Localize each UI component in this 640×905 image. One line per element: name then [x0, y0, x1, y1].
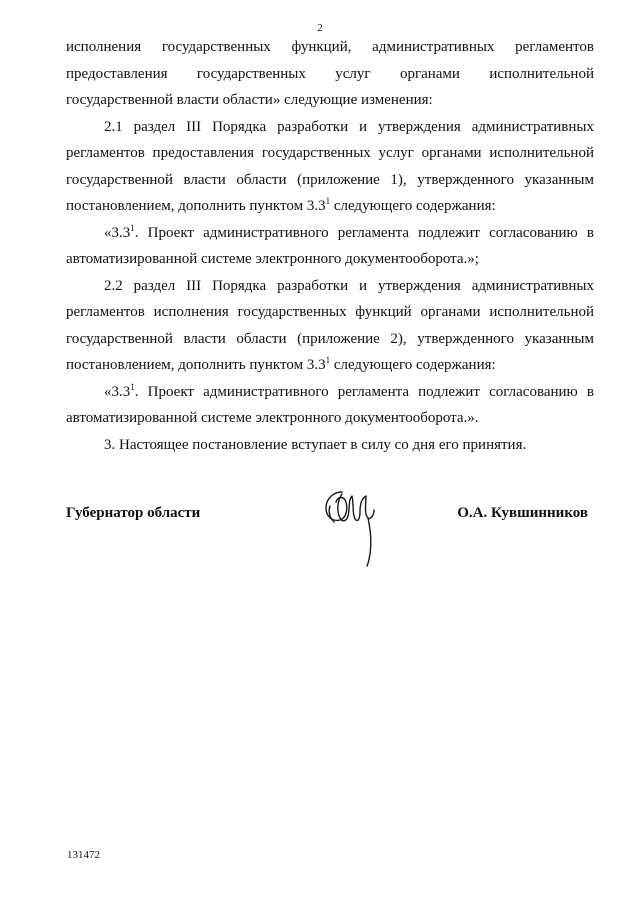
intro-paragraph: исполнения государственных функций, административных регламентов предоставления государственных услуг органами исполнительной государственной власти области» следующие изменения: [66, 39, 594, 108]
paragraph-2-2-superscript: 1 [325, 355, 331, 365]
document-body [66, 34, 594, 458]
paragraph-2-1 [66, 114, 594, 220]
paragraph-3: 3. Настоящее постановление вступает в силу со дня его принятия. [104, 436, 527, 453]
paragraph-2-2-text: 2.2 раздел III Порядка разработки и утверждения административных регламентов исполнения государственных функций органами исполнительной государственной власти области (приложение 2), утвержденного указанным постановлением, дополнить пунктом 3.3 [66, 277, 594, 373]
paragraph-2-1-superscript: 1 [325, 196, 331, 206]
quote-1-open: «3.3 [104, 224, 131, 241]
paragraph-2-1-tail: следующего содержания: [330, 198, 496, 214]
document-code: 131472 [67, 849, 100, 861]
quote-2-open: «3.3 [104, 383, 131, 400]
paragraph-2-2 [66, 273, 594, 379]
quote-1-superscript: 1 [130, 222, 135, 233]
paragraph-2-1-text: 2.1 раздел III Порядка разработки и утверждения административных регламентов предоставления государственных услуг органами исполнительной государственной власти области (приложение 1), утвержденного указанным постановлением, дополнить пунктом 3.3 [66, 118, 594, 214]
quote-2 [66, 379, 594, 432]
quote-2-text: . Проект административного регламента подлежит согласованию в автоматизированной системе электронного документооборота.». [66, 383, 594, 426]
quote-1-text: . Проект административного регламента подлежит согласованию в автоматизированной системе электронного документооборота.»; [66, 224, 594, 267]
signer-title: Губернатор области [66, 505, 201, 521]
page-number: 2 [317, 22, 323, 34]
handwritten-signature-icon [318, 484, 382, 568]
paragraph-2-2-tail: следующего содержания: [330, 357, 496, 373]
quote-2-superscript: 1 [130, 381, 135, 392]
quote-1 [66, 220, 594, 273]
signer-name: О.А. Кувшинников [457, 505, 588, 521]
